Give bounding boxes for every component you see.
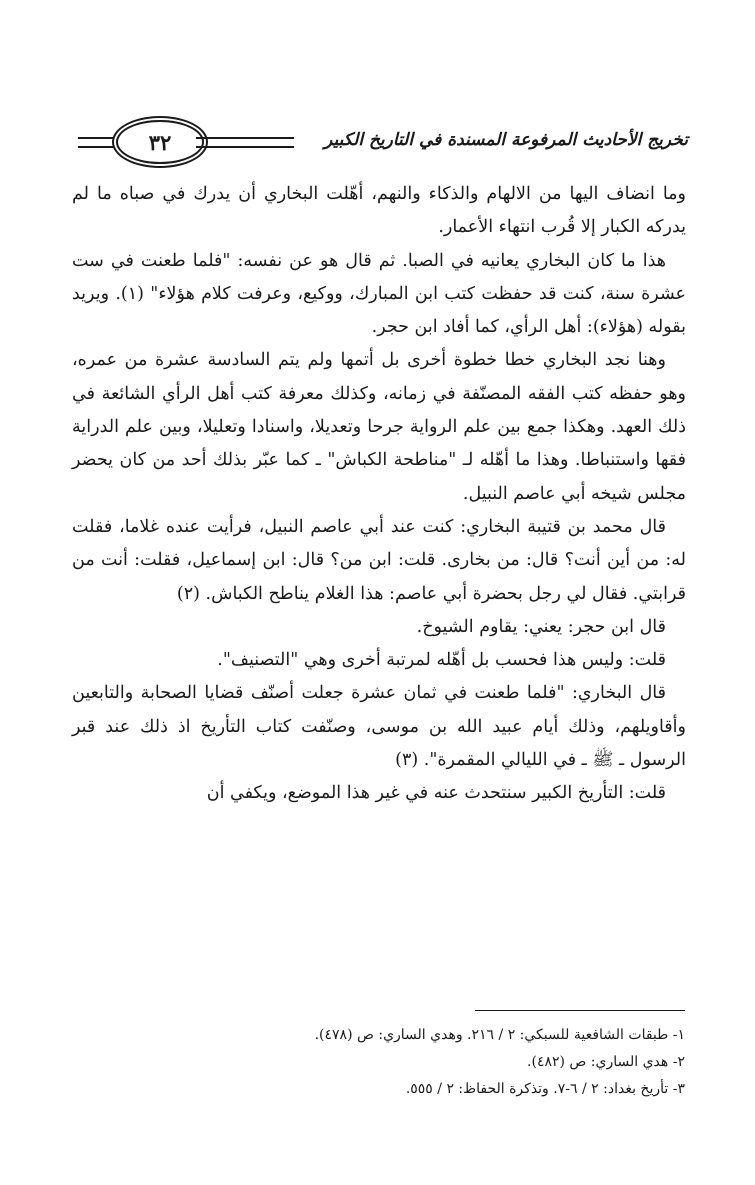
footnote-2: ٢- هدي الساري: ص (٤٨٢).	[527, 1054, 685, 1070]
paragraph-6: قلت: وليس هذا فحسب بل أهّله لمرتبة أخرى وهي "التصنيف".	[217, 650, 666, 671]
page-number-oval	[116, 120, 204, 164]
header-rule-left	[78, 137, 118, 148]
footnote-3: ٣- تأريخ بغداد: ٢ / ٦-٧. وتذكرة الحفاظ: ٢ / ٥٥٥.	[405, 1081, 685, 1097]
paragraph-3: وهنا نجد البخاري خطا خطوة أخرى بل أتمها ولم يتم السادسة عشرة من عمره، وهو حفظه كتب الفقه المصنّفة في زمانه، وكذلك معرفة كتب أهل الرأي الشائعة في ذلك العهد. وهكذا جمع بين علم الرواية جرحا وتعديلا، واسنادا وتعليلا، وبين علم الدراية فقها واستنباطا. وهذا ما أهّله لـ "مناطحة الكباش" ـ كما عبّر بذلك أحد من كان يحضر مجلس شيخه أبي عاصم النبيل.	[72, 350, 686, 504]
page-number: ٣٢	[148, 129, 172, 155]
page-header	[78, 118, 688, 166]
paragraph-1: وما انضاف اليها من الالهام والذكاء والنهم، أهّلت البخاري أن يدرك في صباه ما لم يدركه الكبار إلا قُرب انتهاء الأعمار.	[72, 184, 686, 238]
paragraph-7: قال البخاري: "فلما طعنت في ثمان عشرة جعلت أصنّف قضايا الصحابة والتابعين وأقاويلهم، وذلك أيام عبيد الله بن موسى، وصنّفت كتاب التأريخ اذ ذلك عند قبر الرسول ـ ﷺ ـ في الليالي المقمرة". (٣)	[72, 683, 686, 771]
main-text	[72, 178, 686, 811]
paragraph-4: قال محمد بن قتيبة البخاري: كنت عند أبي عاصم النبيل، فرأيت عنده غلاما، فقلت له: من أين أنت؟ قال: من بخارى. قلت: ابن من؟ قال: ابن إسماعيل، فقلت: أنت من قرابتي. فقال لي رجل بحضرة أبي عاصم: هذا الغلام يناطح الكباش. (٢)	[72, 516, 686, 604]
paragraph-2: هذا ما كان البخاري يعانيه في الصبا. ثم قال هو عن نفسه: "فلما طعنت في ست عشرة سنة، كنت قد حفظت كتب ابن المبارك، ووكيع، وعرفت كلام هؤلاء" (١). ويريد بقوله (هؤلاء): أهل الرأي، كما أفاد ابن حجر.	[72, 250, 686, 338]
paragraph-5: قال ابن حجر: يعني: يقاوم الشيوخ.	[416, 616, 666, 637]
footnotes	[85, 1022, 685, 1103]
footnote-divider	[475, 1010, 685, 1011]
paragraph-8: قلت: التأريخ الكبير سنتحدث عنه في غير هذا الموضع، ويكفي أن	[206, 783, 666, 804]
header-rule-middle	[196, 137, 294, 148]
footnote-1: ١- طبقات الشافعية للسبكي: ٢ / ٢١٦. وهدي الساري: ص (٤٧٨).	[314, 1027, 685, 1043]
running-title: تخريج الأحاديث المرفوعة المسندة في التاريخ الكبير	[324, 130, 688, 150]
